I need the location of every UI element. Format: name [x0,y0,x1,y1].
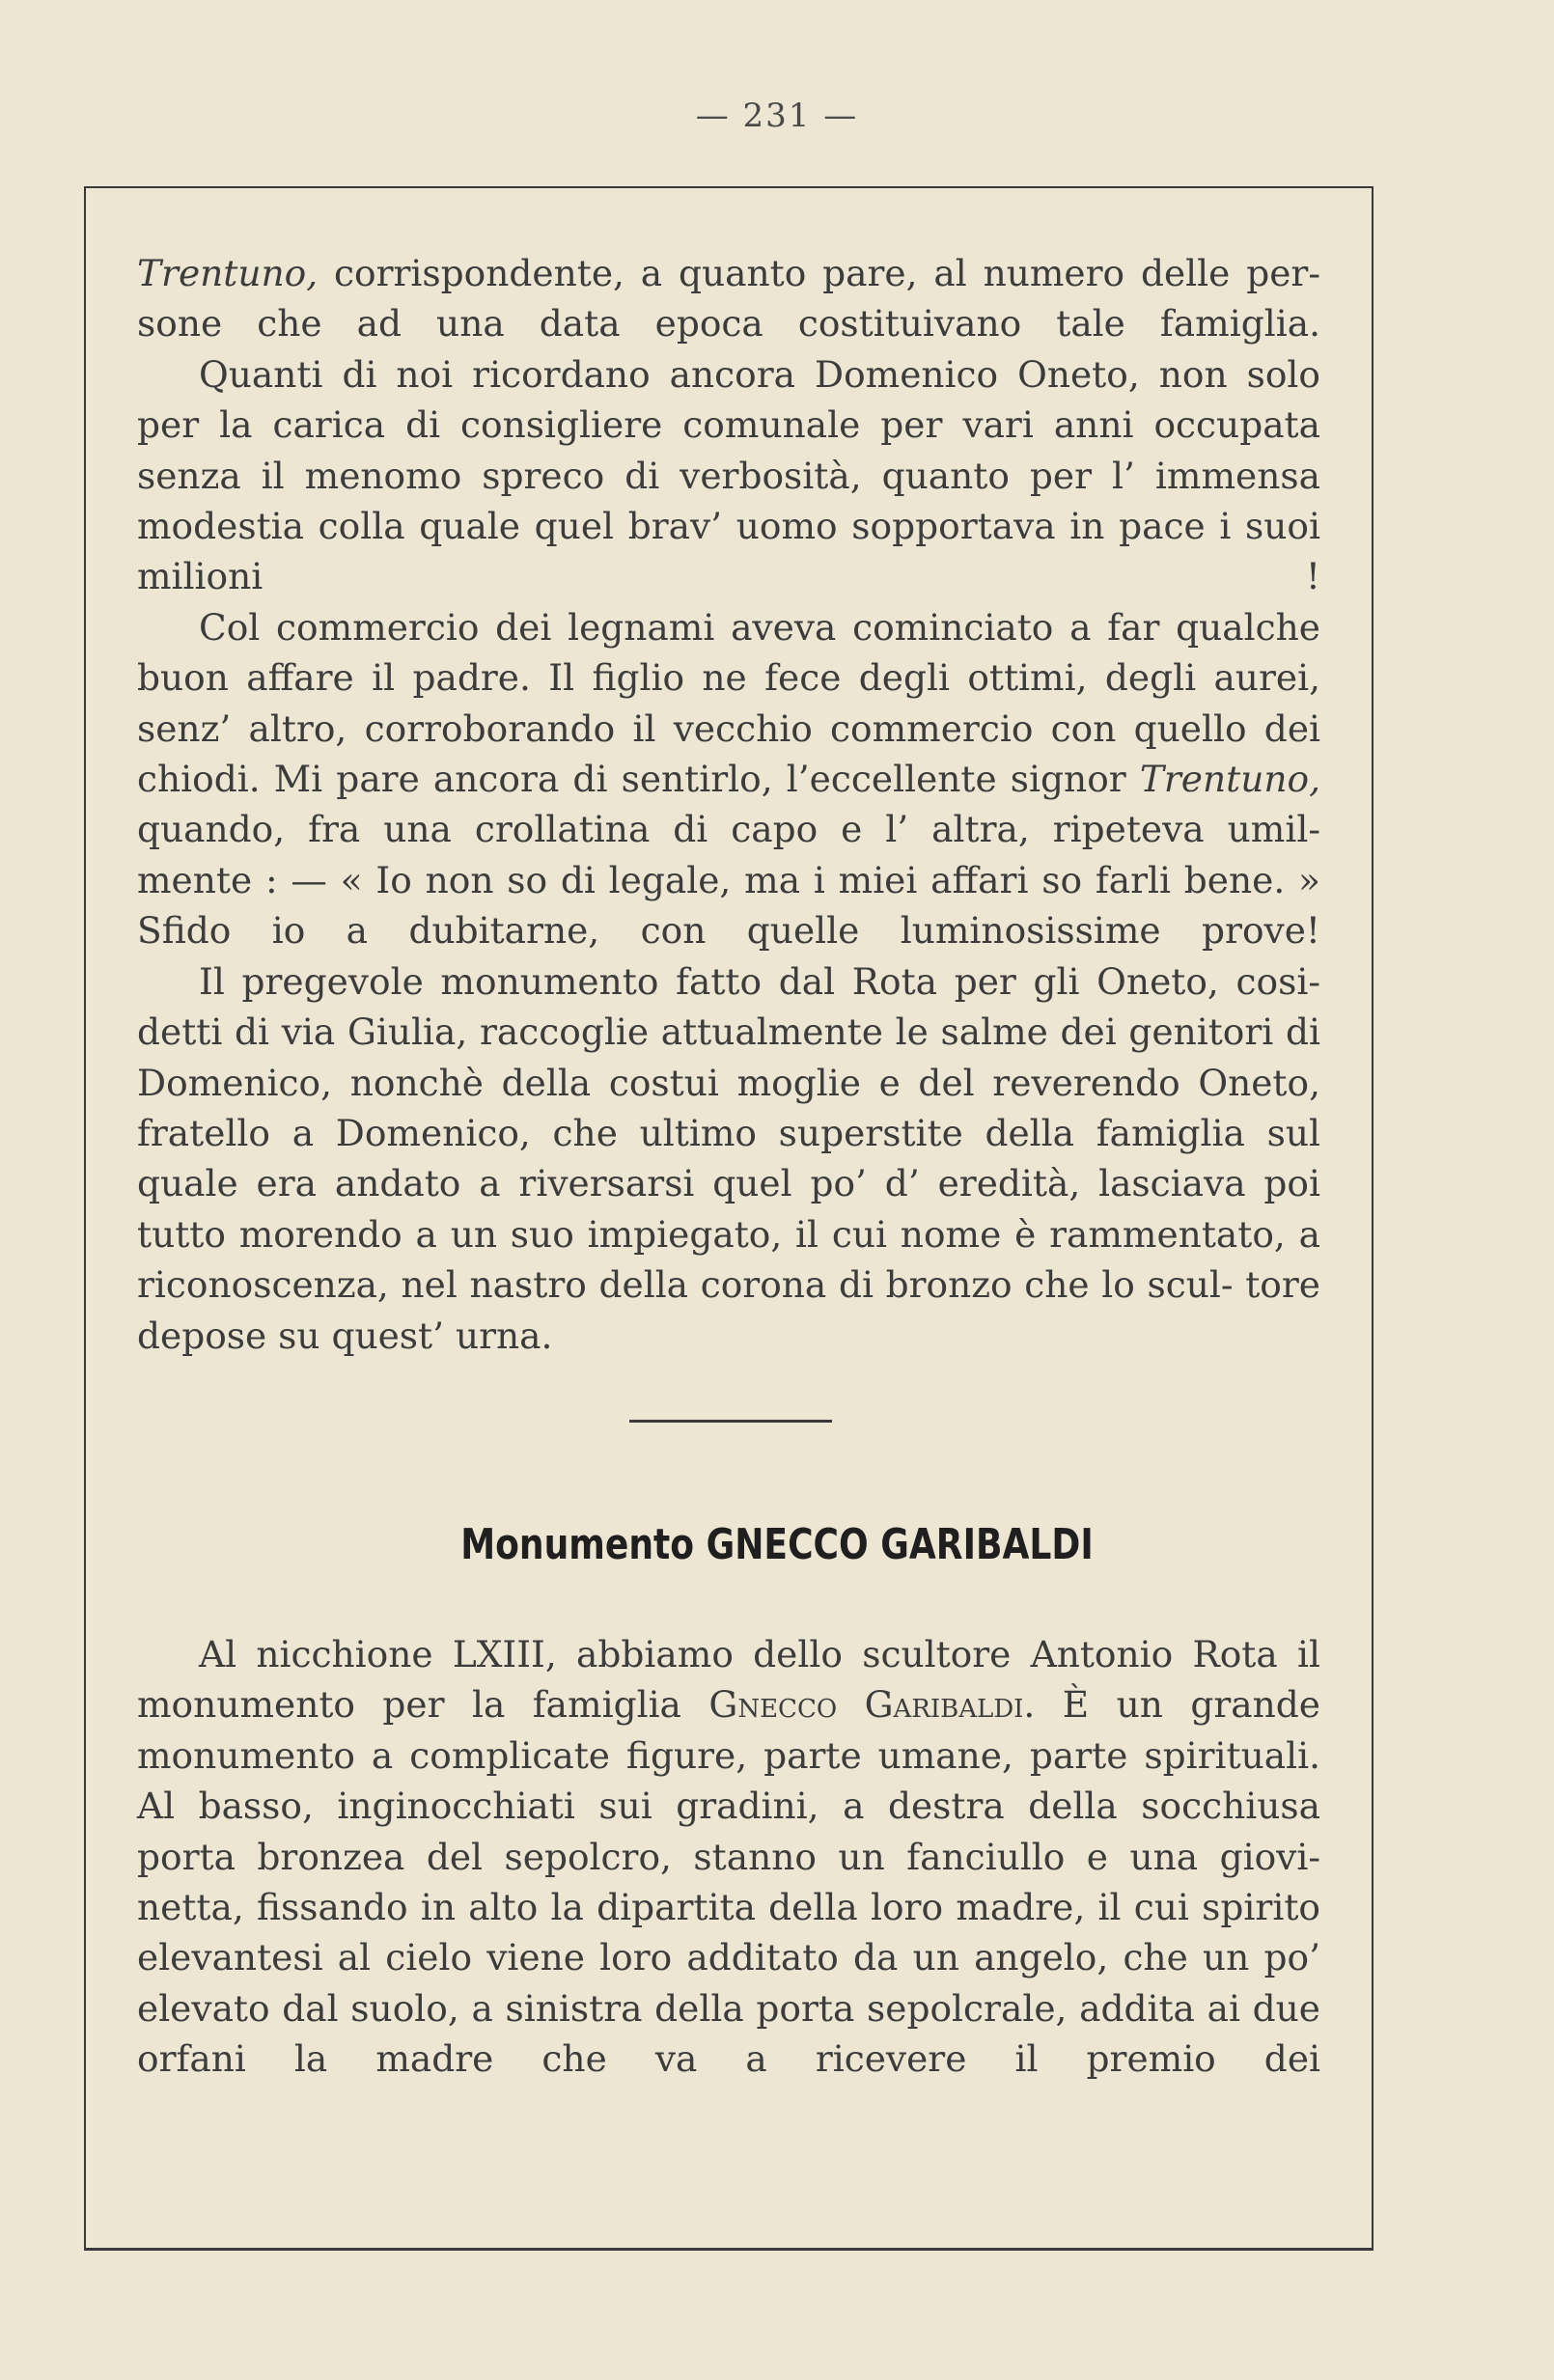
second-text-block [137,1629,1320,2085]
paragraph-text: È un grande monumento a complicate figure, parte umane, parte spirituali. Al basso, inginocchiati sui gradini, a destra della socchiusa porta bronzea del sepolcro, stanno un fanciullo e una giovi- netta, fissando in alto la dipartita della loro madre, il cui spirito elevantesi al cielo viene loro additato da un angelo, che un po’ elevato dal suolo, a sinistra della porta sepolcrale, addita ai due orfani la madre che va a ricevere il premio dei [137,1683,1320,2081]
italic-name: Trentuno, [1139,758,1320,801]
italic-name: Trentuno, [137,252,319,294]
paragraph: Il pregevole monumento fatto dal Rota per gli Oneto, cosi- detti di via Giulia, raccoglie attualmente le salme dei genitori di Domenico, nonchè della costui moglie e del reverendo Oneto, fratello a Domenico, che ultimo superstite della famiglia sul quale era andato a riversarsi quel po’ d’ eredità, lasciava poi tutto morendo a un suo impiegato, il cui nome è rammentato, a riconoscenza, nel nastro della corona di bronzo che lo scul- tore depose su quest’ urna. [137,959,1320,1357]
paragraph [137,248,1320,349]
paragraph-text: corrispondente, a quanto pare, al numero delle per- sone che ad una data epoca costituivano tale famiglia. [137,252,1320,346]
paragraph [137,1629,1320,2085]
paragraph-text: quando, fra una crollatina di capo e l’ altra, ripeteva umil- mente : — « Io non so di legale, ma i miei affari so farli bene. » Sfido io a dubitarne, con quelle luminosissime prove! [137,808,1320,953]
small-caps-name: Gnecco Garibaldi. [708,1683,1036,1727]
paragraph [137,602,1320,956]
paragraph: Quanti di noi ricordano ancora Domenico Oneto, non solo per la carica di consigliere comunale per vari anni occupata senza il menomo spreco di verbosità, quanto per l’ immensa modestia colla quale quel brav’ uomo sopportava in pace i suoi milioni ! [137,352,1320,598]
page-number: — 231 — [695,97,859,135]
separator-rule [629,1420,832,1423]
paragraph-text: Col commercio dei legnami aveva cominciato a far qualche buon affare il padre. Il figlio ne fece degli ottimi, degli aurei, senz’ altro, corroborando il vecchio commercio con quello dei chiodi. Mi pare ancora di sentirlo, l’eccellente signor [137,605,1320,801]
paragraph-text: Al nicchione LXIII, abbiamo dello scultore Antonio Rota il monumento per la famiglia [137,1633,1320,1727]
first-text-block [137,248,1320,1361]
section-heading: Monumento GNECCO GARIBALDI [460,1520,1094,1569]
